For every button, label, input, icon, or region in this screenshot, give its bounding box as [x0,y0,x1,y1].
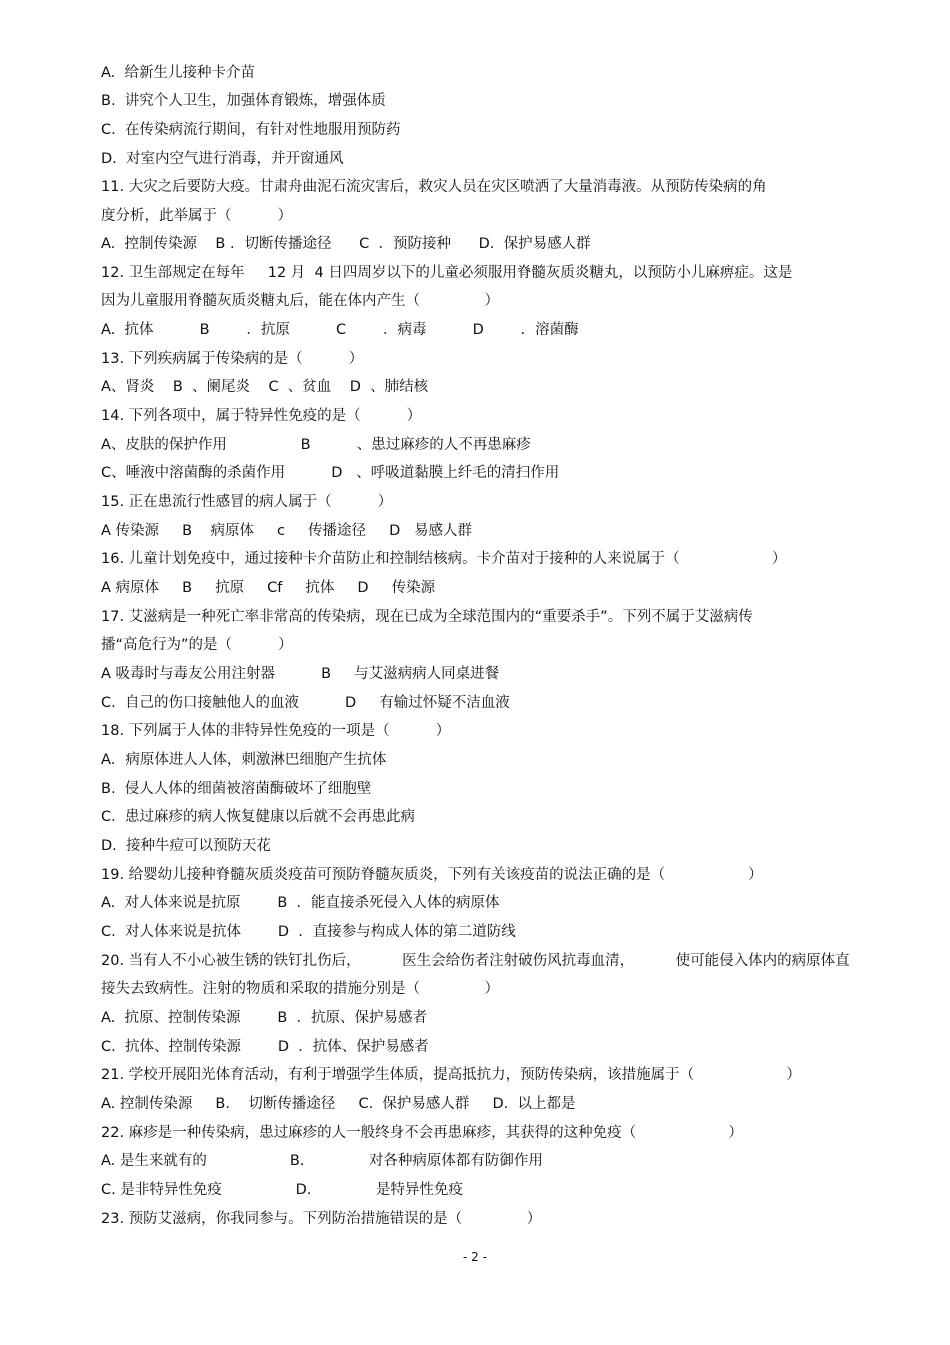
options-line: D. 接种牛痘可以预防天花 [101,838,271,854]
text-line: C. 在传染病流行期间，有针对性地服用预防药 [101,122,401,138]
page-number: - 2 - [463,1250,487,1264]
question-22: 22. 麻疹是一种传染病，患过麻疹的人一般终身不会再患麻疹，其获得的这种免疫（ ） [101,1125,743,1141]
question-13: 13. 下列疾病属于传染病的是（ ） [101,351,364,367]
question-20: 20. 当有人不小心被生锈的铁钉扎伤后， 医生会给伤者注射破伤风抗毒血清， 使可能侵入体内的病原体直 [101,953,850,969]
question-21: 21. 学校开展阳光体育活动，有利于增强学生体质，提高抵抗力，预防传染病，该措施属于（ ） [101,1067,801,1083]
options-line: A. 抗原、控制传染源 B ．抗原、保护易感者 [101,1010,428,1026]
text-line: A. 给新生儿接种卡介苗 [101,65,255,81]
options-line: A. 抗体 B ．抗原 C ．病毒 D ．溶菌酶 [101,322,579,338]
options-line: A 吸毒时与毒友公用注射器 B 与艾滋病病人同桌进餐 [101,666,500,682]
options-line: A 传染源 B 病原体 c 传播途径 D 易感人群 [101,523,473,539]
options-line: A. 控制传染源 B. 切断传播途径 C. 保护易感人群 D. 以上都是 [101,1096,576,1112]
options-line: C. 抗体、控制传染源 D ．抗体、保护易感者 [101,1039,429,1055]
options-line: A. 控制传染源 B ．切断传播途径 C ．预防接种 D. 保护易感人群 [101,236,591,252]
text-line: D. 对室内空气进行消毒，并开窗通风 [101,151,344,167]
question-14: 14. 下列各项中，属于特异性免疫的是（ ） [101,408,422,424]
options-line: A、皮肤的保护作用 B 、患过麻疹的人不再患麻疹 [101,437,531,453]
text-line: 接失去致病性。注射的物质和采取的措施分别是（ ） [101,981,500,997]
question-15: 15. 正在患流行性感冒的病人属于（ ） [101,494,393,510]
options-line: C. 自己的伤口接触他人的血液 D 有输过怀疑不洁血液 [101,695,510,711]
question-18: 18. 下列属于人体的非特异性免疫的一项是（ ） [101,723,451,739]
options-line: A、肾炎 B 、阑尾炎 C 、贫血 D 、肺结核 [101,379,429,395]
question-16: 16. 儿童计划免疫中，通过接种卡介苗防止和控制结核病。卡介苗对于接种的人来说属于（ ） [101,551,787,567]
text-line: B. 讲究个人卫生，加强体育锻炼，增强体质 [101,93,386,109]
options-line: C. 对人体来说是抗体 D ．直接参与构成人体的第二道防线 [101,924,516,940]
options-line: A. 对人体来说是抗原 B ．能直接杀死侵入人体的病原体 [101,895,500,911]
options-line: A 病原体 B 抗原 Cf 抗体 D 传染源 [101,580,436,596]
options-line: C. 是非特异性免疫 D. 是特异性免疫 [101,1182,463,1198]
options-line: B. 侵人人体的细菌被溶菌酶破坏了细胞壁 [101,781,372,797]
question-17: 17. 艾滋病是一种死亡率非常高的传染病，现在已成为全球范围内的“重要杀手”。下列不属于艾滋病传 [101,609,753,625]
question-11: 11. 大灾之后要防大疫。甘肃舟曲泥石流灾害后，救灾人员在灾区喷洒了大量消毒液。从预防传染病的角 [101,179,767,195]
options-line: C、唾液中溶菌酶的杀菌作用 D 、呼吸道黏膜上纤毛的清扫作用 [101,465,560,481]
question-12: 12. 卫生部规定在每年 12 月 4 日四周岁以下的儿童必须服用脊髓灰质炎糖丸，以预防小儿麻痹症。这是 [101,265,793,281]
options-line: C. 患过麻疹的病人恢复健康以后就不会再患此病 [101,809,415,825]
options-line: A. 是生来就有的 B. 对各种病原体都有防御作用 [101,1153,543,1169]
options-line: A．病原体进人人体，刺激淋巴细胞产生抗体 [101,752,387,768]
question-23: 23. 预防艾滋病，你我同参与。下列防治措施错误的是（ ） [101,1211,542,1227]
question-19: 19. 给婴幼儿接种脊髓灰质炎疫苗可预防脊髓灰质炎，下列有关该疫苗的说法正确的是（ ） [101,867,763,883]
text-line: 播“高危行为”的是（ ） [101,637,293,653]
text-line: 度分析，此举属于（ ） [101,208,293,224]
text-line: 因为儿童服用脊髓灰质炎糖丸后，能在体内产生（ ） [101,293,500,309]
